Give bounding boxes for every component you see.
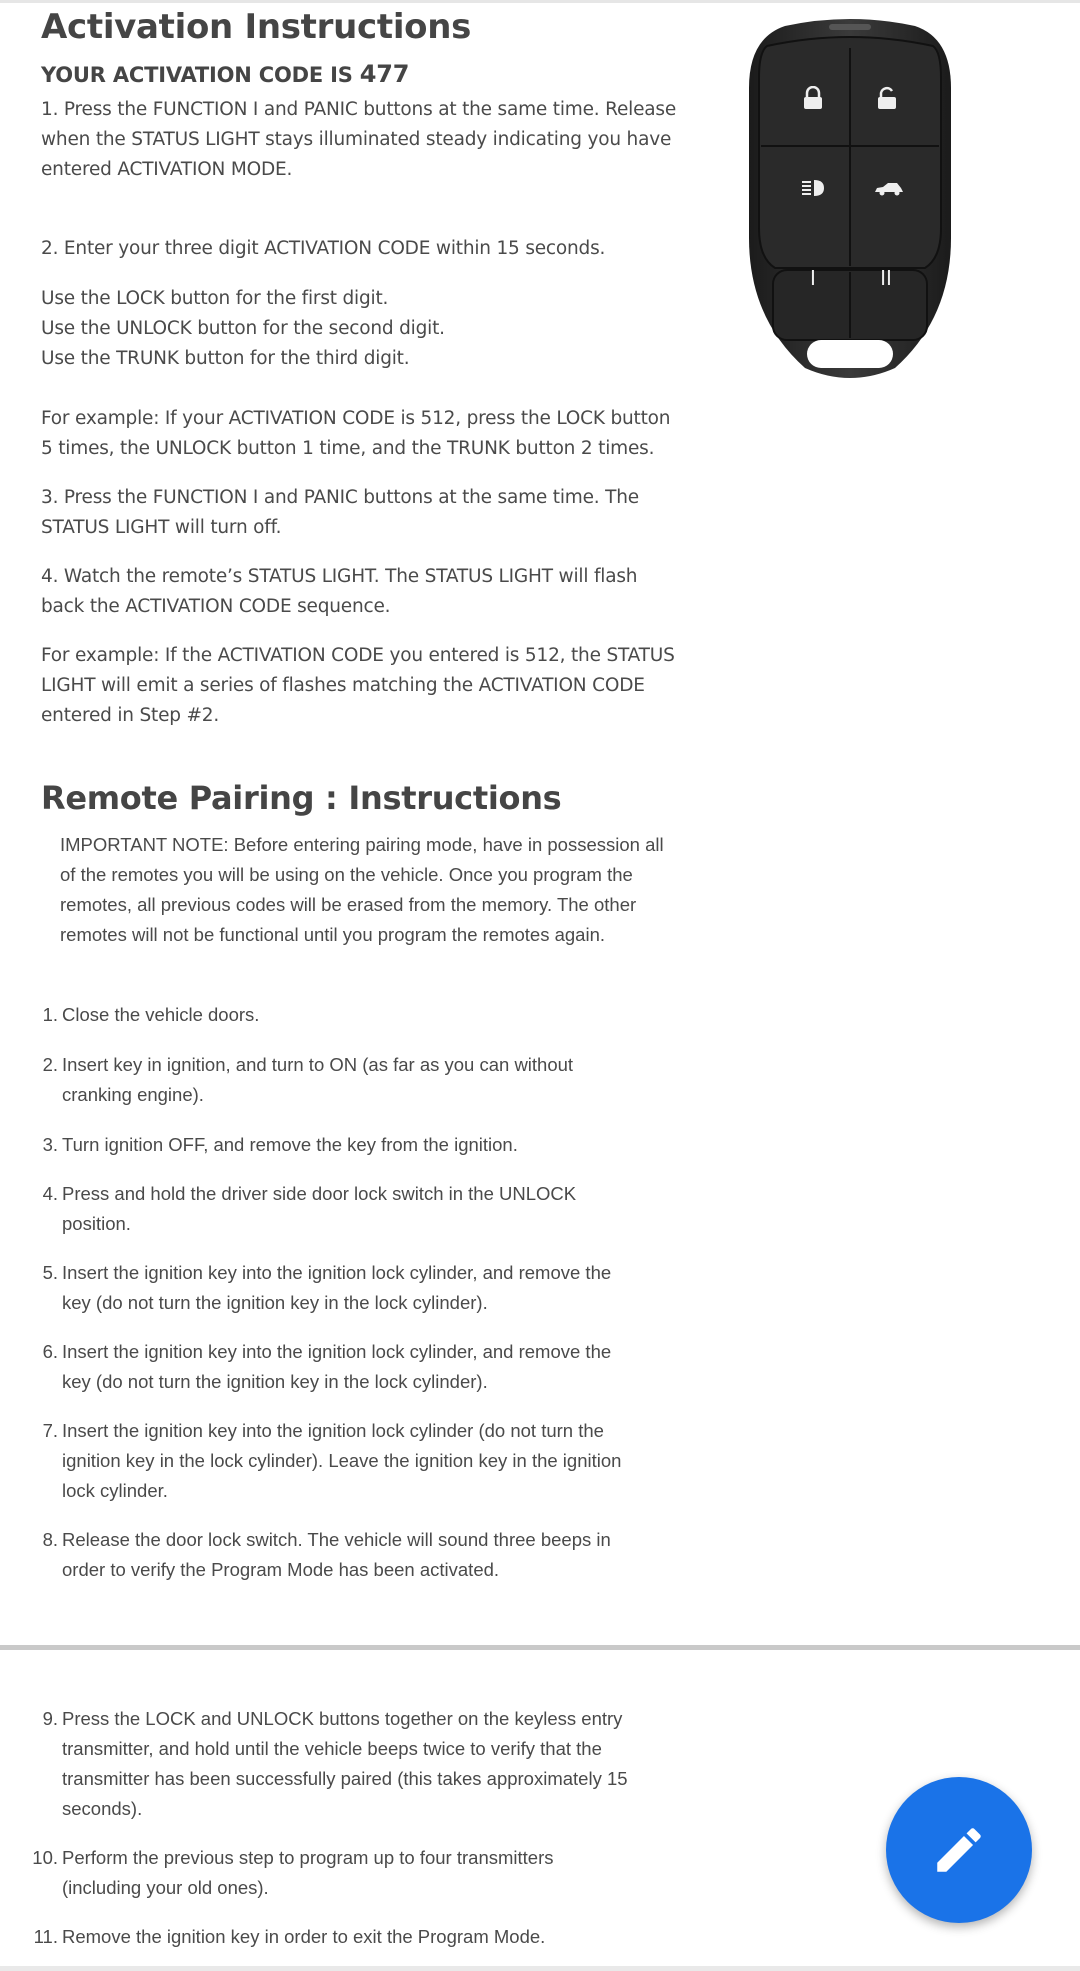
step-text: Perform the previous step to program up to four transmitters (including your old ones). (62, 1847, 554, 1898)
lock-digit-text: Use the LOCK button for the first digit. (41, 288, 389, 309)
step-number: 3. (42, 1134, 58, 1155)
step-text: Insert the ignition key into the ignition lock cylinder, and remove the key (do not turn the ignition key in the lock cylinder). (62, 1341, 612, 1392)
activation-example-1: For example: If your ACTIVATION CODE is 512, press the LOCK button 5 times, the UNLOCK button 1 time, and the TRUNK button 2 times. (41, 408, 671, 459)
important-note: IMPORTANT NOTE: Before entering pairing mode, have in possession all of the remotes you will be using on the vehicle. Once you program the remotes, all previous codes will be erased from the memory. The other remotes will not be functional until you program the remotes again. (60, 834, 664, 945)
activation-code-line (41, 60, 681, 89)
function-one-button: I (810, 266, 816, 290)
bottom-edge (0, 1966, 1080, 1971)
step-text: Remove the ignition key in order to exit the Program Mode. (62, 1926, 546, 1947)
step-number: 1. (42, 1004, 58, 1025)
activation-step-2: 2. Enter your three digit ACTIVATION CODE within 15 seconds. (41, 238, 606, 259)
step-number: 9. (42, 1708, 58, 1729)
step-text: Press and hold the driver side door lock switch in the UNLOCK position. (62, 1183, 577, 1234)
pairing-title: Remote Pairing : Instructions (41, 779, 562, 817)
edit-fab-button[interactable] (886, 1777, 1032, 1923)
step-text: Insert the ignition key into the ignition lock cylinder, and remove the key (do not turn the ignition key in the lock cylinder). (62, 1262, 612, 1313)
step-number: 8. (42, 1529, 58, 1550)
step-number: 2. (42, 1054, 58, 1075)
activation-title: Activation Instructions (41, 7, 472, 47)
activation-step-4: 4. Watch the remote’s STATUS LIGHT. The STATUS LIGHT will flash back the ACTIVATION CODE sequence. (41, 566, 638, 617)
step-number: 11. (33, 1926, 58, 1947)
unlock-digit-text: Use the UNLOCK button for the second digit. (41, 318, 445, 339)
step-text: Insert key in ignition, and turn to ON (as far as you can without cranking engine). (62, 1054, 574, 1105)
step-text: Insert the ignition key into the ignition lock cylinder (do not turn the ignition key in the lock cylinder). Leave the ignition key in the ignition lock cylinder. (62, 1420, 622, 1501)
lock-icon (803, 86, 823, 110)
activation-code-label: YOUR ACTIVATION CODE IS (41, 63, 360, 87)
step-text: Close the vehicle doors. (62, 1004, 260, 1025)
step-number: 5. (42, 1262, 58, 1283)
function-two-button: II (880, 266, 892, 290)
trunk-digit-text: Use the TRUNK button for the third digit. (41, 348, 410, 369)
unlock-icon (877, 86, 897, 110)
light-icon (800, 178, 826, 198)
remote-image (745, 18, 955, 384)
pencil-icon (930, 1821, 988, 1879)
step-text: Press the LOCK and UNLOCK buttons together on the keyless entry transmitter, and hold until the vehicle beeps twice to verify that the transmitter has been successfully paired (this takes approximately 15 seconds). (62, 1708, 628, 1819)
step-number: 6. (42, 1341, 58, 1362)
activation-section (41, 6, 681, 731)
step-number: 4. (42, 1183, 58, 1204)
page-divider (0, 1645, 1080, 1650)
step-number: 7. (42, 1420, 58, 1441)
activation-step-3: 3. Press the FUNCTION I and PANIC buttons at the same time. The STATUS LIGHT will turn off. (41, 487, 639, 538)
step-text: Turn ignition OFF, and remove the key from the ignition. (62, 1134, 518, 1155)
activation-step-1: 1. Press the FUNCTION I and PANIC buttons at the same time. Release when the STATUS LIGHT stays illuminated steady indicating you have entered ACTIVATION MODE. (41, 99, 677, 180)
trunk-icon (873, 180, 905, 196)
step-text: Release the door lock switch. The vehicle will sound three beeps in order to verify the Program Mode has been activated. (62, 1529, 611, 1580)
pairing-section (41, 776, 561, 820)
activation-code-value: 477 (359, 60, 410, 88)
top-edge (0, 0, 1080, 3)
step-number: 10. (32, 1847, 58, 1868)
activation-example-2: For example: If the ACTIVATION CODE you entered is 512, the STATUS LIGHT will emit a series of flashes matching the ACTIVATION CODE entered in Step #2. (41, 645, 675, 726)
